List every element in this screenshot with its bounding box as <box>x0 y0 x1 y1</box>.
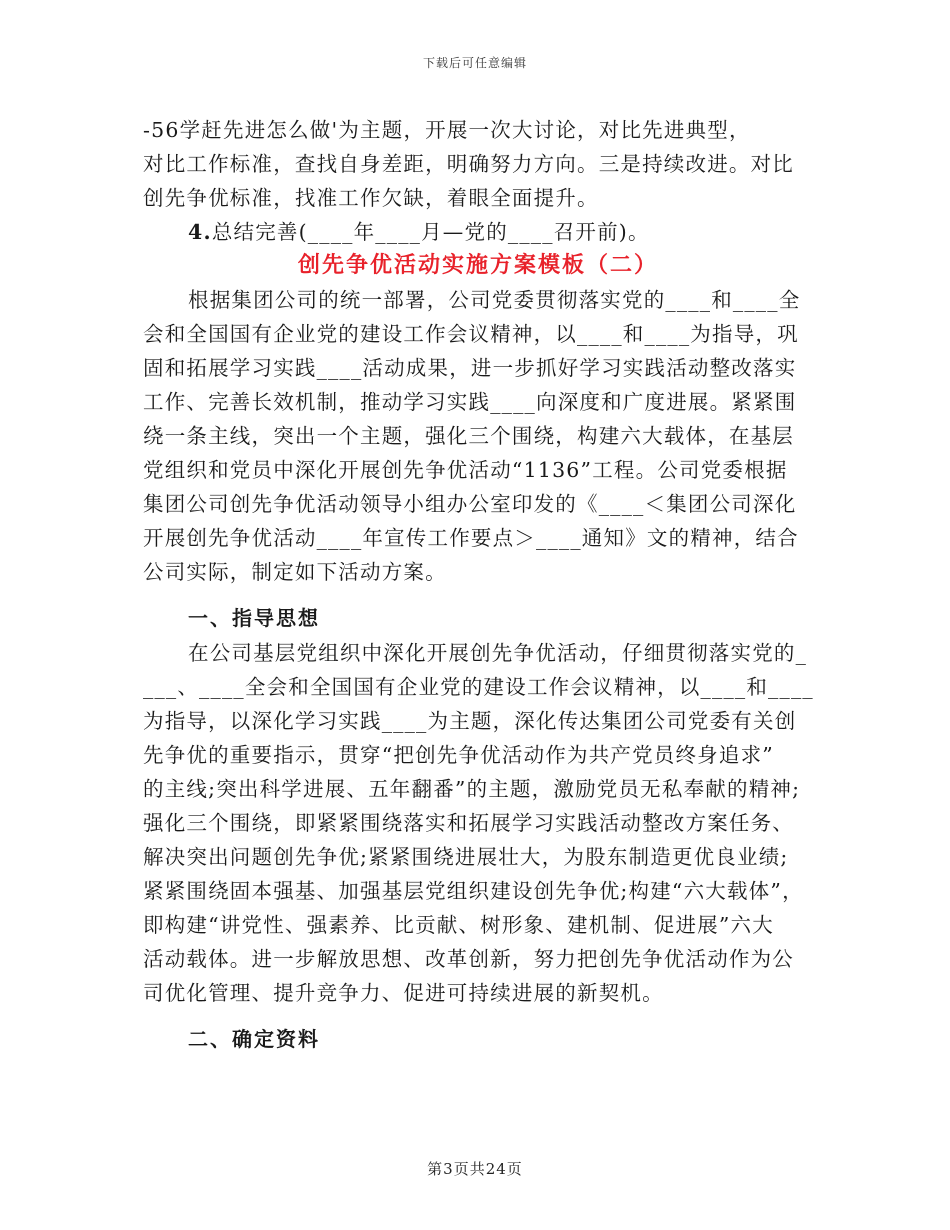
intro-line-1: -56学赶先进怎么做'为主题，开展一次大讨论，对比先进典型， <box>143 118 751 142</box>
para2-line-10: 活动载体。进一步解放思想、改革创新，努力把创先争优活动作为公 <box>143 947 794 971</box>
para1-line-1: 根据集团公司的统一部署，公司党委贯彻落实党的____和____全 <box>188 288 801 312</box>
page-header-note: 下载后可任意编辑 <box>422 56 527 70</box>
para2-line-8: 紧紧围绕固本强基、加强基层党组织建设创先争优;构建“六大载体”， <box>143 879 804 903</box>
para1-line-7: 集团公司创先争优活动领导小组办公室印发的《____＜集团公司深化 <box>143 492 797 516</box>
para1-line-2: 会和全国国有企业党的建设工作会议精神，以____和____为指导，巩 <box>143 322 799 346</box>
para1-line-9: 公司实际，制定如下活动方案。 <box>143 560 447 584</box>
step-4-line <box>143 215 813 249</box>
step-4-text: 总结完善(____年____月—党的____召开前)。 <box>211 220 650 244</box>
para2-line-6: 强化三个围绕，即紧紧围绕落实和拓展学习实践活动整改方案任务、 <box>143 811 794 835</box>
para2-line-1: 在公司基层党组织中深化开展创先争优活动，仔细贯彻落实党的_ <box>188 641 808 665</box>
intro-line-2: 对比工作标准，查找自身差距，明确努力方向。三是持续改进。对比 <box>143 152 794 176</box>
para2-line-11: 司优化管理、提升竞争力、促进可持续进展的新契机。 <box>143 981 664 1005</box>
para2-line-7: 解决突出问题创先争优;紧紧围绕进展壮大，为股东制造更优良业绩; <box>143 845 789 869</box>
document-title: 创先争优活动实施方案模板（二） <box>297 253 658 278</box>
para1-line-8: 开展创先争优活动____年宣传工作要点＞____通知》文的精神，结合 <box>143 526 799 550</box>
intro-line-3: 创先争优标准，找准工作欠缺，着眼全面提升。 <box>143 186 599 210</box>
para2-line-9: 即构建“讲党性、强素养、比贡献、树形象、建机制、促进展”六大 <box>143 913 774 937</box>
section-2-heading: 二、确定资料 <box>188 1027 320 1051</box>
para2-line-2: ___、____全会和全国国有企业党的建设工作会议精神，以____和____ <box>143 675 814 699</box>
para1-line-4: 工作、完善长效机制，推动学习实践____向深度和广度进展。紧紧围 <box>143 390 797 414</box>
para2-line-3: 为指导，以深化学习实践____为主题，深化传达集团公司党委有关创 <box>143 709 797 733</box>
para1-line-5: 绕一条主线，突出一个主题，强化三个围绕，构建六大载体，在基层 <box>143 424 794 448</box>
page-footer: 第3页共24页 <box>427 1160 523 1178</box>
step-4-number: 4. <box>188 220 212 244</box>
document-body <box>143 113 813 1056</box>
para1-line-3: 固和拓展学习实践____活动成果，进一步抓好学习实践活动整改落实 <box>143 356 797 380</box>
para1-line-6: 党组织和党员中深化开展创先争优活动“1136”工程。公司党委根据 <box>143 458 788 482</box>
para2-line-4: 先争优的重要指示，贯穿“把创先争优活动作为共产党员终身追求” <box>143 743 774 767</box>
para2-line-5: 的主线;突出科学进展、五年翻番”的主题，激励党员无私奉献的精神; <box>143 777 801 801</box>
section-1-heading: 一、指导思想 <box>188 606 320 630</box>
